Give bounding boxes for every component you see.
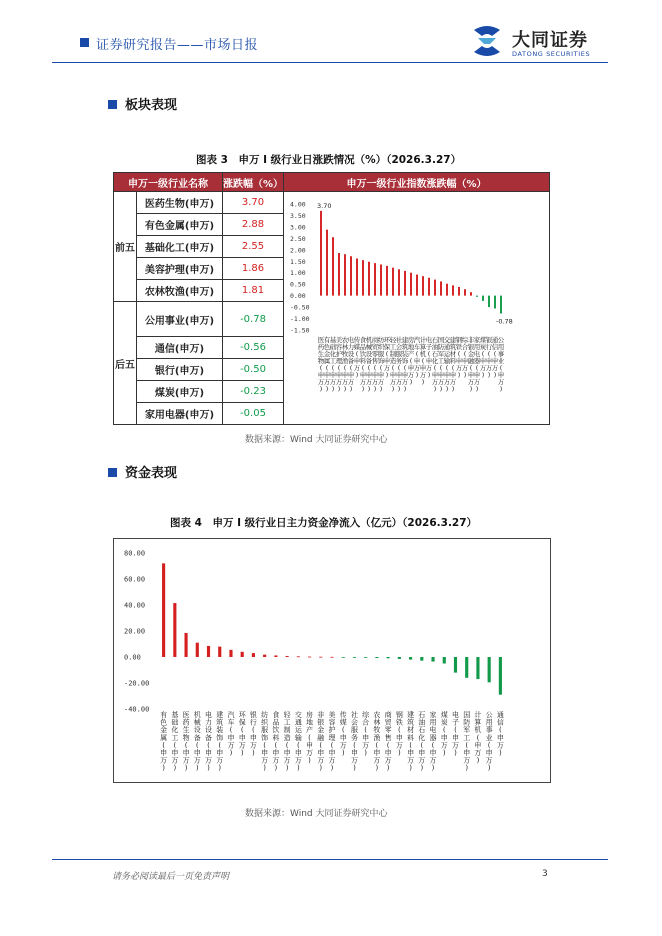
y-tick-label: 0.00 (290, 292, 306, 301)
bar (274, 655, 277, 657)
bar (319, 657, 322, 658)
category-label: 家用电器(申万) (429, 711, 437, 773)
bar (353, 657, 356, 658)
category-label: 非银金融(申万) (317, 711, 325, 773)
category-label: 基础化工(申万) (329, 336, 337, 393)
header-title: 证券研究报告——市场日报 (96, 38, 259, 53)
section-title: 资金表现 (125, 466, 178, 481)
sector-pct: -0.56 (223, 337, 284, 359)
company-logo (468, 22, 608, 62)
bar (431, 657, 434, 662)
bar (443, 657, 446, 664)
section-title: 板块表现 (125, 98, 178, 113)
bar (344, 254, 346, 295)
bar (218, 647, 221, 657)
section-square-icon (108, 100, 117, 109)
category-label: 纺织服饰(申万) (261, 711, 269, 773)
sector-pct: -0.78 (223, 302, 284, 337)
category-label: 公用事业(申万) (497, 336, 505, 393)
bar (330, 657, 333, 658)
bar (488, 657, 491, 682)
footer-divider (52, 859, 608, 860)
category-label: 电力设备(申万) (347, 336, 355, 393)
category-label: 建筑装饰(申万) (401, 336, 409, 393)
sector-name: 公用事业(申万) (137, 302, 223, 337)
bar (207, 646, 210, 657)
bar (375, 657, 378, 658)
y-tick-label: -1.50 (290, 326, 310, 335)
sector-change-bar-chart (284, 192, 549, 424)
category-label: 交通运输(申万) (294, 711, 302, 773)
bar (410, 273, 412, 296)
y-tick-label: -20.00 (124, 679, 150, 688)
y-tick-label: 4.00 (290, 200, 306, 209)
category-label: 汽车(申万) (227, 711, 235, 757)
fund-flow-bar-chart (114, 539, 550, 782)
category-label: 银行(申万) (485, 336, 493, 379)
bar (229, 650, 232, 657)
category-label: 商贸零售(申万) (384, 711, 392, 773)
figure3-source: 数据来源：Wind 大同证券研究中心 (245, 435, 388, 445)
category-label: 电力设备(申万) (205, 711, 213, 773)
y-tick-label: 1.50 (290, 257, 306, 266)
bar (446, 284, 448, 296)
y-tick-label: 80.00 (124, 549, 146, 558)
bar (398, 269, 400, 295)
bar (398, 657, 401, 659)
category-label: 通信(申万) (491, 336, 499, 379)
bar (416, 275, 418, 296)
header-square-icon (80, 38, 89, 47)
category-label: 建筑材料(申万) (449, 336, 457, 393)
bar (434, 280, 436, 296)
sector-pct: 3.70 (223, 192, 284, 214)
bar (342, 657, 345, 658)
bar (488, 296, 490, 307)
sector-name: 基础化工(申万) (137, 236, 223, 258)
category-label: 钢铁(申万) (395, 711, 403, 757)
category-label: 家用电器(申万) (473, 336, 481, 393)
figure4-source: 数据来源：Wind 大同证券研究中心 (245, 809, 388, 819)
bar (241, 652, 244, 657)
section-heading-funds (108, 462, 177, 481)
group-label-bottom: 后五 (114, 302, 137, 425)
category-label: 基础化工(申万) (171, 711, 179, 773)
bar (263, 655, 266, 657)
data-label: -0.78 (496, 317, 513, 326)
category-label: 有色金属(申万) (323, 336, 331, 393)
bar (476, 657, 479, 679)
category-label: 电子(申万) (425, 336, 433, 379)
category-label: 通信(申万) (496, 711, 504, 757)
category-label: 轻工制造(申万) (283, 711, 291, 773)
y-tick-label: -40.00 (124, 705, 150, 714)
figure4-caption: 图表 4 申万 I 级行业日主力资金净流入（亿元）（2026.3.27） (170, 517, 478, 529)
sector-name: 农林牧渔(申万) (137, 280, 223, 302)
category-label: 医药生物(申万) (182, 711, 190, 773)
category-label: 煤炭(申万) (479, 336, 487, 379)
y-tick-label: 0.50 (290, 280, 306, 289)
datong-logo-icon (468, 22, 506, 60)
y-tick-label: 0.00 (124, 653, 141, 662)
category-label: 煤炭(申万) (440, 711, 448, 757)
data-label: 3.70 (317, 201, 332, 210)
bar (308, 657, 311, 658)
bar (350, 256, 352, 295)
category-label: 石油石化(申万) (418, 711, 426, 773)
page-header (0, 0, 662, 75)
bar (440, 281, 442, 295)
bar (252, 653, 255, 657)
sector-pct: 2.55 (223, 236, 284, 258)
sector-pct: -0.50 (223, 359, 284, 381)
y-tick-label: -0.50 (290, 303, 310, 312)
page-number: 3 (542, 869, 548, 879)
bar (409, 657, 412, 660)
category-label: 农林牧渔(申万) (373, 711, 381, 773)
sector-name: 通信(申万) (137, 337, 223, 359)
bar (356, 259, 358, 296)
footer-disclaimer: 请务必阅读最后一页免责声明 (112, 872, 230, 882)
bar (465, 657, 468, 678)
bar (362, 260, 364, 296)
bar (464, 289, 466, 295)
category-label: 公用事业(申万) (485, 711, 493, 773)
sector-pct: 1.86 (223, 258, 284, 280)
category-label: 国防军工(申万) (463, 711, 471, 773)
category-label: 轻工制造(申万) (389, 336, 397, 393)
category-label: 石油石化(申万) (431, 336, 439, 393)
category-label: 传媒(申万) (353, 336, 361, 379)
bar (332, 237, 334, 295)
sector-pct: -0.23 (223, 381, 284, 403)
category-label: 机械设备(申万) (193, 711, 201, 773)
category-label: 美容护理(申万) (335, 336, 343, 393)
sector-name: 美容护理(申万) (137, 258, 223, 280)
category-label: 机械设备(申万) (365, 336, 373, 393)
bar (476, 296, 478, 297)
bar (364, 657, 367, 658)
category-label: 医药生物(申万) (317, 336, 325, 393)
bar (428, 278, 430, 296)
category-label: 非银金融(申万) (467, 336, 475, 393)
category-label: 建筑装饰(申万) (216, 711, 224, 773)
y-tick-label: -1.00 (290, 315, 310, 324)
category-label: 社会服务(申万) (395, 336, 403, 393)
bar (338, 253, 340, 296)
chart-cell (284, 192, 550, 425)
category-label: 环保(申万) (238, 711, 246, 757)
category-label: 汽车(申万) (413, 336, 421, 379)
bar (494, 296, 496, 309)
bar (420, 657, 423, 661)
bar (320, 211, 322, 296)
bar (326, 230, 328, 296)
category-label: 计算机(申万) (474, 711, 482, 765)
bar (286, 656, 289, 657)
sector-pct: -0.05 (223, 403, 284, 425)
category-label: 有色金属(申万) (160, 711, 168, 773)
category-label: 建筑材料(申万) (407, 711, 415, 773)
category-label: 商贸零售(申万) (371, 336, 379, 393)
section-square-icon (108, 468, 117, 477)
bar (297, 656, 300, 657)
category-label: 食品饮料(申万) (272, 711, 280, 773)
y-tick-label: 3.00 (290, 223, 306, 232)
bar (386, 266, 388, 296)
group-label-top: 前五 (114, 192, 137, 302)
bar (482, 296, 484, 301)
bar (452, 285, 454, 295)
y-tick-label: 3.50 (290, 211, 306, 220)
sector-name: 家用电器(申万) (137, 403, 223, 425)
sector-name: 银行(申万) (137, 359, 223, 381)
bar (374, 263, 376, 296)
table-row (114, 192, 550, 214)
category-label: 房地产(申万) (407, 336, 415, 386)
sector-pct: 1.81 (223, 280, 284, 302)
category-label: 美容护理(申万) (328, 711, 336, 773)
col-header-pct: 涨跌幅（%） (223, 173, 284, 192)
sector-performance-table (113, 172, 550, 425)
category-label: 计算机(申万) (419, 336, 427, 386)
bar (500, 296, 502, 314)
category-label: 综合(申万) (362, 711, 370, 757)
col-header-chart: 申万一级行业指数涨跌幅（%） (284, 173, 550, 192)
y-tick-label: 2.50 (290, 234, 306, 243)
bar (184, 633, 187, 657)
section-heading-sectors (108, 94, 177, 113)
bar (162, 563, 165, 657)
bar (196, 643, 199, 657)
bar (173, 603, 176, 657)
sector-name: 有色金属(申万) (137, 214, 223, 236)
y-tick-label: 1.00 (290, 269, 306, 278)
bar (458, 287, 460, 296)
category-label: 纺织服饰(申万) (377, 336, 385, 393)
category-label: 社会服务(申万) (350, 711, 358, 773)
sector-name: 医药生物(申万) (137, 192, 223, 214)
category-label: 电子(申万) (451, 711, 459, 757)
bar (422, 276, 424, 295)
logo-text-cn: 大同证券 (512, 30, 588, 51)
figure3-caption: 图表 3 申万 I 级行业日涨跌情况（%）（2026.3.27） (196, 154, 462, 166)
logo-text-en: DATONG SECURITIES (512, 50, 591, 58)
sector-pct: 2.88 (223, 214, 284, 236)
category-label: 国防军工(申万) (437, 336, 445, 393)
category-label: 房地产(申万) (306, 711, 314, 765)
category-label: 农林牧渔(申万) (341, 336, 349, 393)
category-label: 传媒(申万) (339, 711, 347, 757)
category-label: 钢铁(申万) (455, 336, 463, 379)
y-tick-label: 40.00 (124, 601, 146, 610)
bar (499, 657, 502, 695)
category-label: 环保(申万) (383, 336, 391, 379)
y-tick-label: 2.00 (290, 246, 306, 255)
category-label: 银行(申万) (249, 711, 257, 757)
category-label: 食品饮料(申万) (359, 336, 367, 393)
y-tick-label: 20.00 (124, 627, 146, 636)
bar (454, 657, 457, 673)
category-label: 交通运输(申万) (443, 336, 451, 393)
sector-name: 煤炭(申万) (137, 381, 223, 403)
bar (387, 657, 390, 658)
fund-flow-chart-frame (113, 538, 551, 783)
bar (470, 292, 472, 295)
bar (380, 264, 382, 295)
y-tick-label: 60.00 (124, 575, 146, 584)
header-divider (52, 62, 608, 63)
col-header-name: 申万一级行业名称 (114, 173, 223, 192)
bar (404, 271, 406, 296)
bar (392, 268, 394, 296)
category-label: 综合(申万) (461, 336, 469, 379)
bar (368, 262, 370, 296)
